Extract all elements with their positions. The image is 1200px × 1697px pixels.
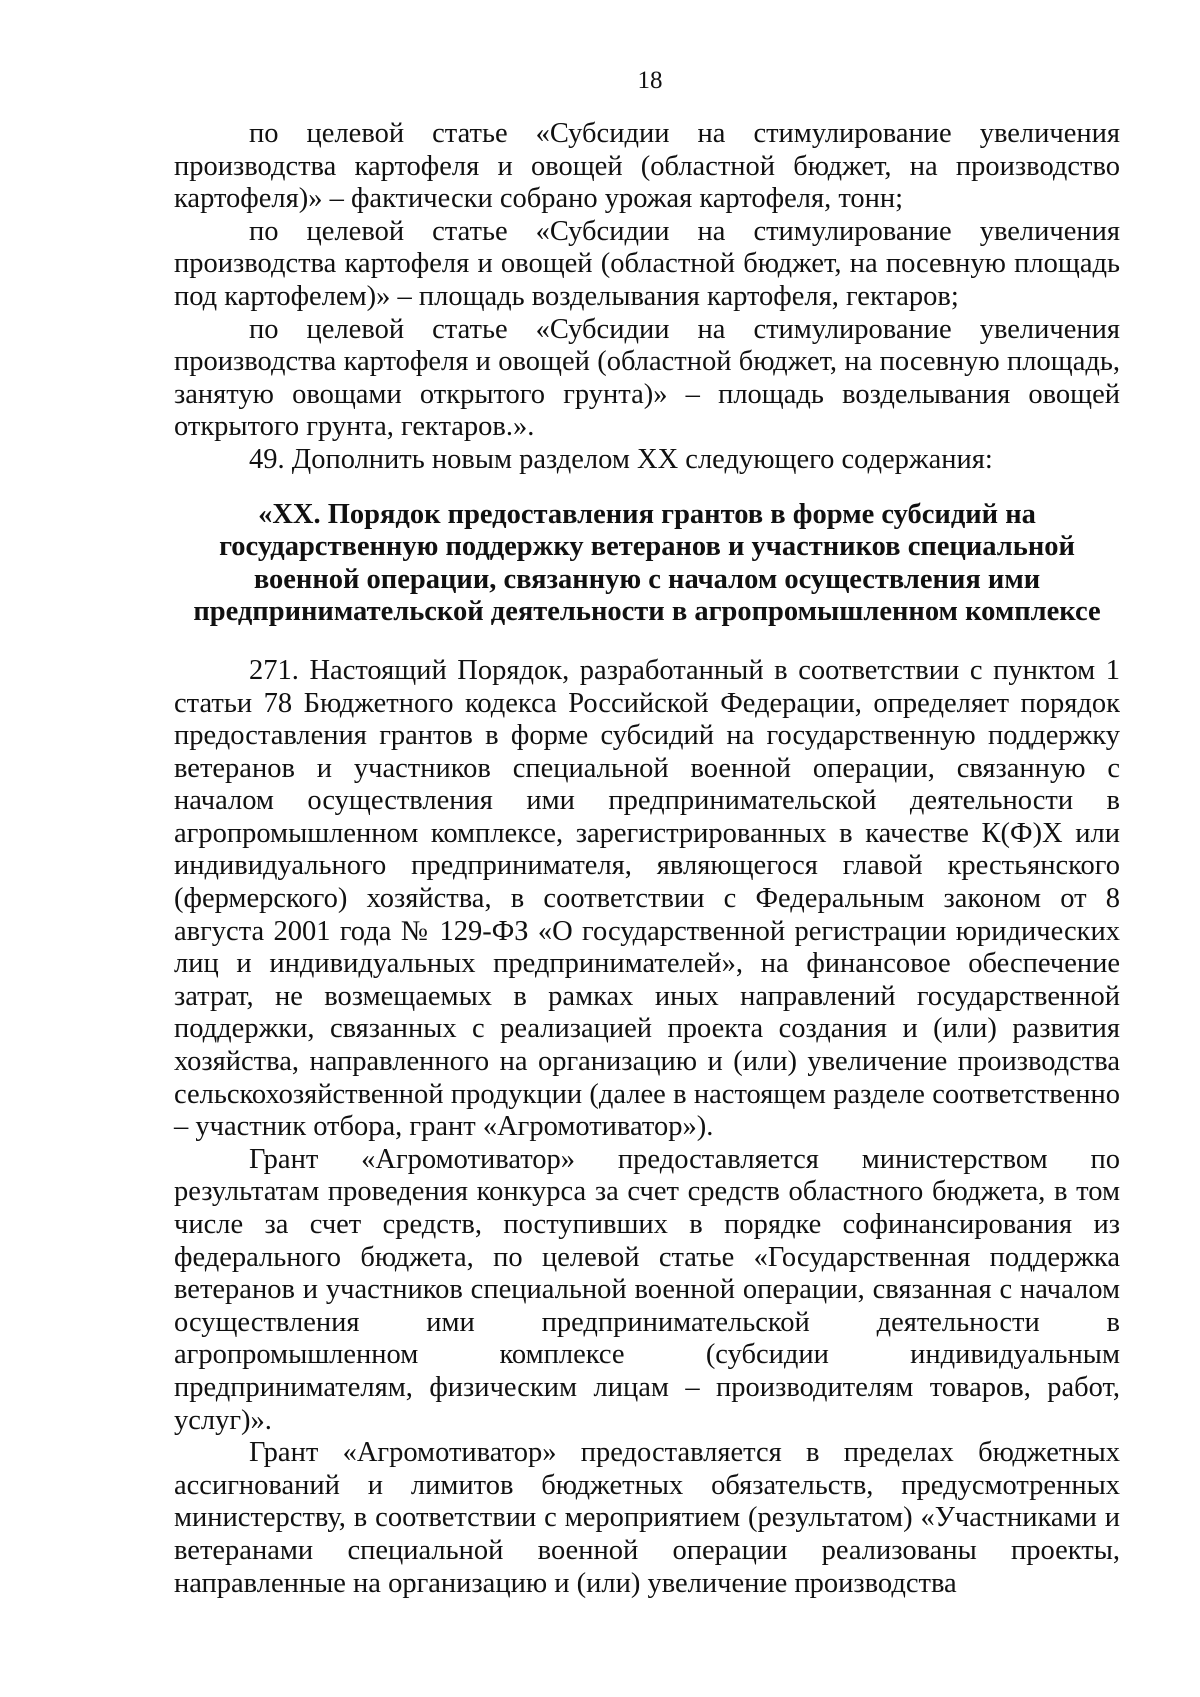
paragraph-amendment-49: 49. Дополнить новым разделом XX следующего содержания: xyxy=(249,443,993,475)
paragraph-grant-limits: Грант «Агромотиватор» предоставляется в пределах бюджетных ассигнований и лимитов бюджетных обязательств, предусмотренных министерству, в соответствии с мероприятием (результатом) «Участниками и ветеранами специальной военной операции реализованы проекты, направленные на организацию и (или) увеличение производства xyxy=(174,1437,1120,1599)
paragraph-grant-provision: Грант «Агромотиватор» предоставляется министерством по результатам проведения конкурса за счет средств областного бюджета, в том числе за счет средств, поступивших в порядке софинансирования из федерального бюджета, по целевой статье «Государственная поддержка ветеранов и участников специальной военной операции, связанная с началом осуществления ими предпринимательской деятельности в агропромышленном комплексе (субсидии индивидуальным предпринимателям, физическим лицам – производителям товаров, работ, услуг)». xyxy=(174,1143,1120,1436)
paragraph-target-article-potato-area: по целевой статье «Субсидии на стимулирование увеличения производства картофеля и овощей (областной бюджет, на посевную площадь под картофелем)» – площадь возделывания картофеля, гектаров; xyxy=(174,215,1120,312)
section-heading: «XX. Порядок предоставления грантов в форме субсидий на государственную поддержку ветеранов и участников специальной военной операции, связанную с началом осуществления ими предпринимательской деятельности в агропромышленном комплексе xyxy=(193,498,1101,628)
paragraph-271: 271. Настоящий Порядок, разработанный в соответствии с пунктом 1 статьи 78 Бюджетного кодекса Российской Федерации, определяет порядок предоставления грантов в форме субсидий на государственную поддержку ветеранов и участников специальной военной операции, связанную с началом осуществления ими предпринимательской деятельности в агропромышленном комплексе, зарегистрированных в качестве К(Ф)Х или индивидуального предпринимателя, являющегося главой крестьянского (фермерского) хозяйства, в соответствии с Федеральным законом от 8 августа 2001 года № 129-ФЗ «О государственной регистрации юридических лиц и индивидуальных предпринимателей», на финансовое обеспечение затрат, не возмещаемых в рамках иных направлений государственной поддержки, связанных с реализацией проекта создания и (или) развития хозяйства, направленного на организацию и (или) увеличение производства сельскохозяйственной продукции (далее в настоящем разделе соответственно – участник отбора, грант «Агромотиватор»). xyxy=(174,654,1120,1143)
paragraph-target-article-potato-production: по целевой статье «Субсидии на стимулирование увеличения производства картофеля и овощей (областной бюджет, на производство картофеля)» – фактически собрано урожая картофеля, тонн; xyxy=(174,118,1120,215)
paragraph-target-article-vegetable-area: по целевой статье «Субсидии на стимулирование увеличения производства картофеля и овощей (областной бюджет, на посевную площадь, занятую овощами открытого грунта)» – площадь возделывания овощей открытого грунта, гектаров.». xyxy=(174,313,1120,443)
page-number: 18 xyxy=(637,67,663,94)
document-body xyxy=(174,118,1120,1600)
